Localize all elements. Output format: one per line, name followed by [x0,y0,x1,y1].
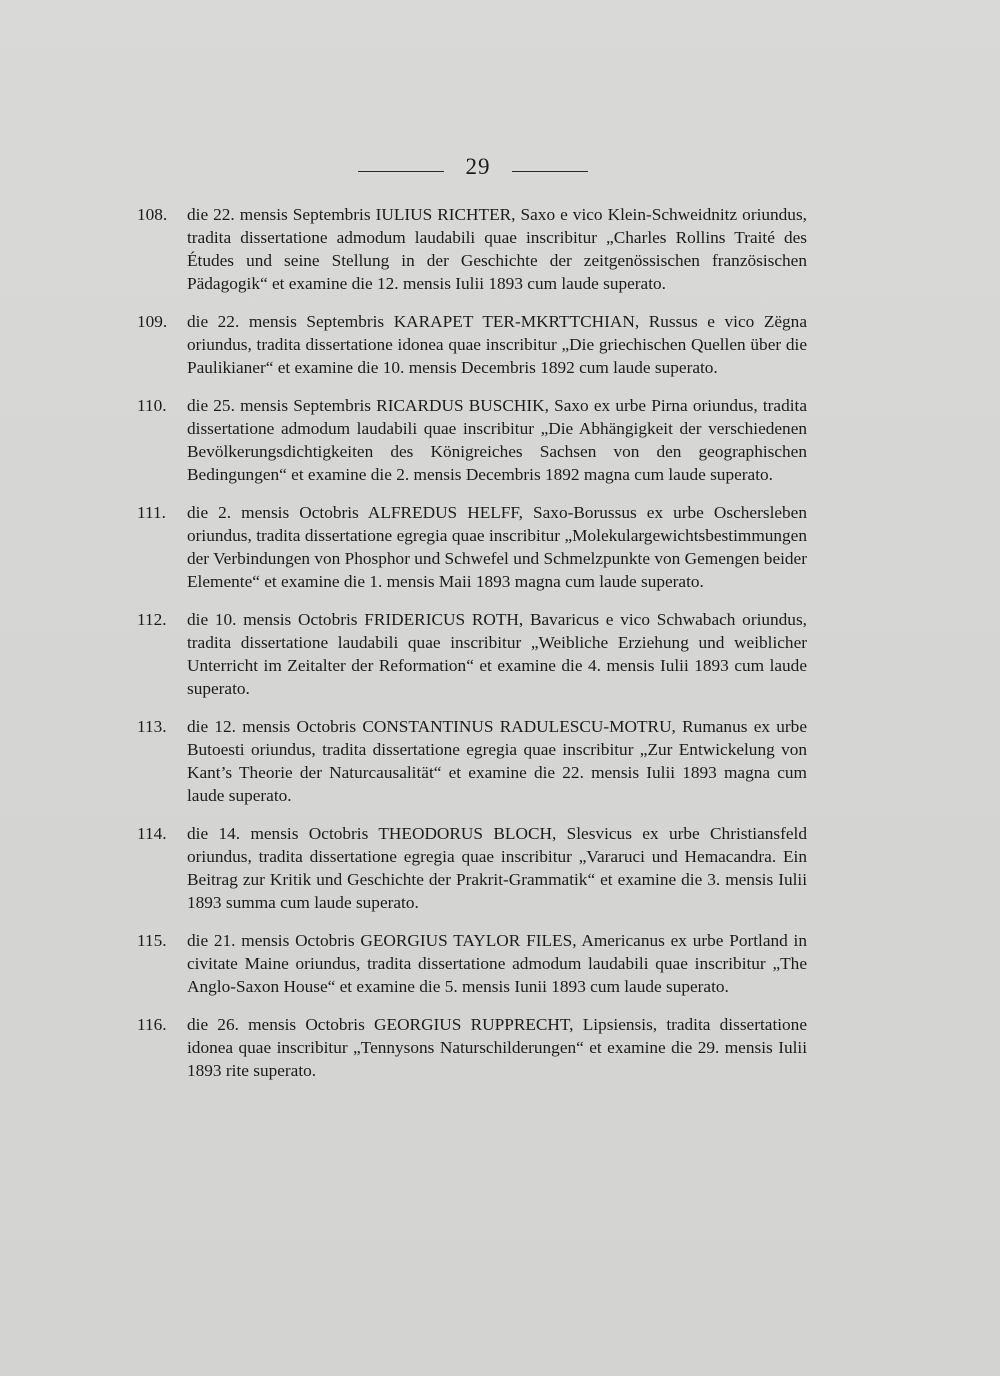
entry-text: die 25. mensis Septembris RICARDUS BUSCHIK, Saxo ex urbe Pirna oriundus, tradita dissertatione admodum laudabili quae inscribitur „Die Abhängigkeit der verschiedenen Bevölkerungsdichtigkeiten des Königreiches Sachsen von den geographischen Bedingungen“ et examine die 2. mensis Decembris 1892 magna cum laude superato. [187,396,807,484]
entry-number: 114. [137,824,167,843]
entry-text: die 2. mensis Octobris ALFREDUS HELFF, Saxo-Borussus ex urbe Oschersleben oriundus, tradita dissertatione egregia quae inscribitur „Molekulargewichtsbestimmungen der Verbindungen von Phosphor und Schwefel und Schmelzpunkte von Gemengen beider Elemente“ et examine die 1. mensis Maii 1893 magna cum laude superato. [187,503,807,591]
entry-108 [137,203,807,295]
page-header [0,154,1000,184]
entry-number: 116. [137,1015,167,1034]
entry-number: 113. [137,717,167,736]
entry-116 [137,1013,807,1082]
entry-text: die 21. mensis Octobris GEORGIUS TAYLOR FILES, Americanus ex urbe Portland in civitate Maine oriundus, tradita dissertatione admodum laudabili quae inscribitur „The Anglo-Saxon House“ et examine die 5. mensis Iunii 1893 cum laude superato. [187,931,807,996]
header-rule-left [358,171,444,172]
entry-115 [137,929,807,998]
entry-number: 115. [137,931,167,950]
entry-number: 108. [137,205,168,224]
entry-110 [137,394,807,486]
entry-text: die 12. mensis Octobris CONSTANTINUS RADULESCU-MOTRU, Rumanus ex urbe Butoesti oriundus, tradita dissertatione egregia quae inscribitur „Zur Entwickelung von Kant’s Theorie der Naturcausalität“ et examine die 22. mensis Iulii 1893 magna cum laude superato. [187,717,807,805]
entry-list [137,203,807,1097]
entry-109 [137,310,807,379]
entry-113 [137,715,807,807]
entry-112 [137,608,807,700]
entry-text: die 14. mensis Octobris THEODORUS BLOCH, Slesvicus ex urbe Christiansfeld oriundus, tradita dissertatione egregia quae inscribitur „Vararuci und Hemacandra. Ein Beitrag zur Kritik und Geschichte der Prakrit-Grammatik“ et examine die 3. mensis Iulii 1893 summa cum laude superato. [187,824,807,912]
entry-text: die 22. mensis Septembris IULIUS RICHTER, Saxo e vico Klein-Schweidnitz oriundus, tradita dissertatione admodum laudabili quae inscribitur „Charles Rollins Traité des Études und seine Stellung in der Geschichte der zeitgenössischen französischen Pädagogik“ et examine die 12. mensis Iulii 1893 cum laude superato. [187,205,807,293]
entry-text: die 10. mensis Octobris FRIDERICUS ROTH, Bavaricus e vico Schwabach oriundus, tradita dissertatione laudabili quae inscribitur „Weibliche Erziehung und weiblicher Unterricht im Zeitalter der Reformation“ et examine die 4. mensis Iulii 1893 cum laude superato. [187,610,807,698]
page-number: 29 [465,154,491,179]
entry-text: die 26. mensis Octobris GEORGIUS RUPPRECHT, Lipsiensis, tradita dissertatione idonea quae inscribitur „Tennysons Naturschilderungen“ et examine die 29. mensis Iulii 1893 rite superato. [187,1015,807,1080]
entry-number: 112. [137,610,167,629]
entry-text: die 22. mensis Septembris KARAPET TER-MKRTTCHIAN, Russus e vico Zëgna oriundus, tradita dissertatione idonea quae inscribitur „Die griechischen Quellen über die Paulikianer“ et examine die 10. mensis Decembris 1892 cum laude superato. [187,312,807,377]
entry-number: 109. [137,312,168,331]
entry-number: 111. [137,503,166,522]
header-rule-right [512,171,588,172]
entry-111 [137,501,807,593]
entry-number: 110. [137,396,167,415]
entry-114 [137,822,807,914]
